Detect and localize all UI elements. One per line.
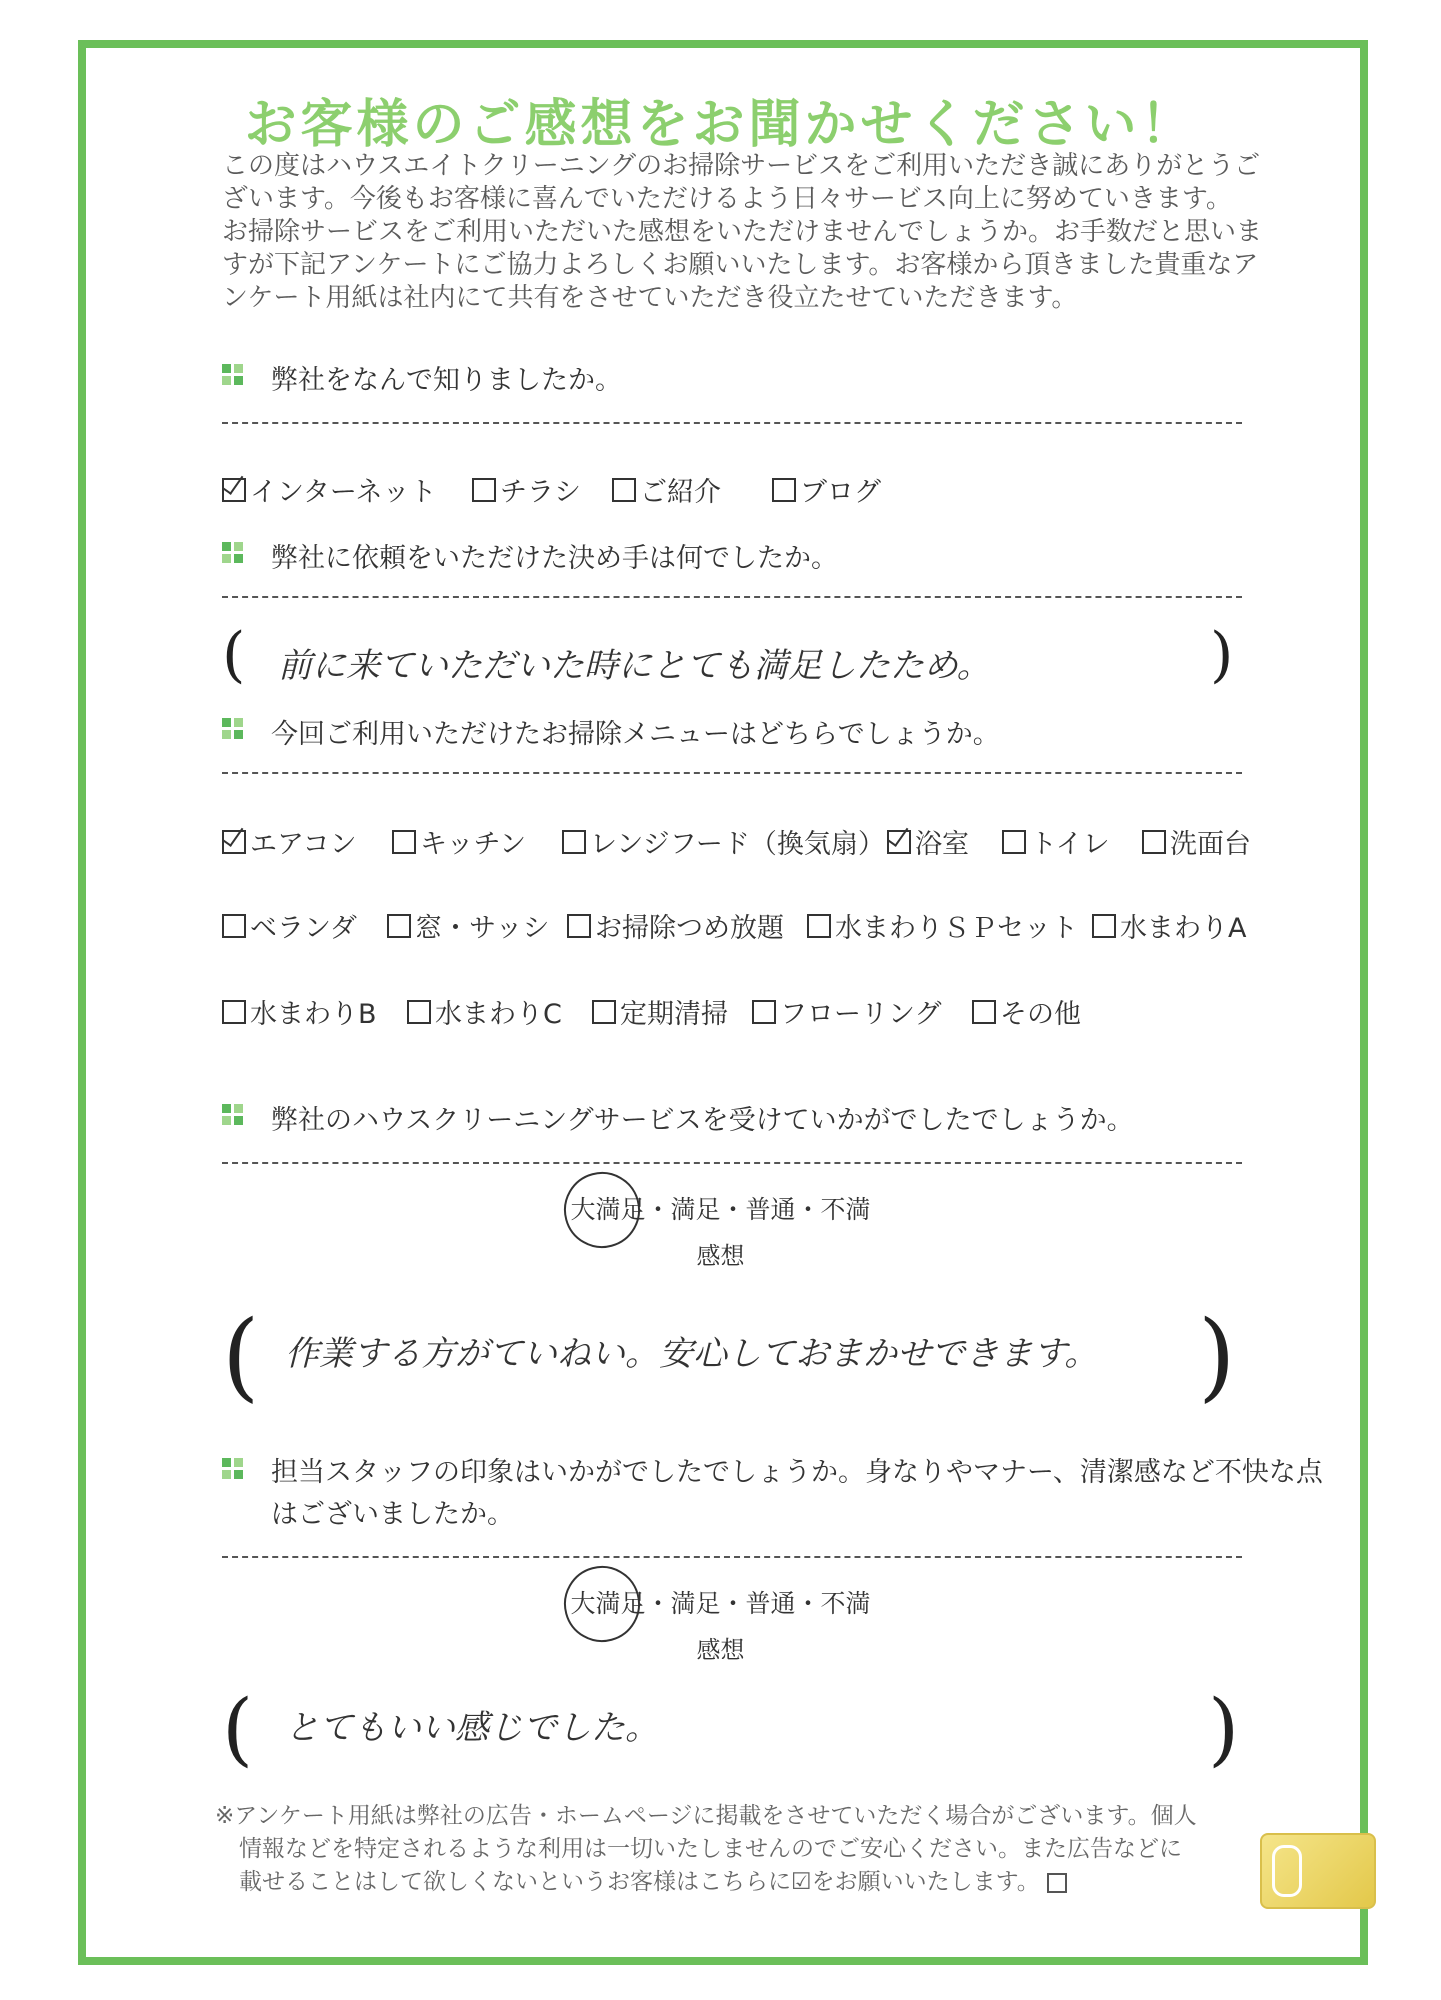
checkbox[interactable] — [612, 478, 636, 502]
option-label: ご紹介 — [640, 477, 721, 508]
q3-option[interactable] — [222, 822, 357, 861]
intro-line: ンケート用紙は社内にて共有をさせていただき役立たせていただきます。 — [222, 283, 1078, 313]
separator: ・ — [795, 1195, 821, 1224]
q3-option[interactable] — [807, 906, 1078, 945]
q1-option[interactable] — [222, 470, 437, 509]
note-line — [215, 1866, 1245, 1899]
right-paren: ) — [1208, 1682, 1240, 1775]
q1-option[interactable] — [472, 470, 581, 509]
question-1-text: 弊社をなんで知りましたか。 — [271, 365, 622, 396]
logo-mark-icon — [1272, 1845, 1302, 1897]
bullet-icon — [222, 1458, 243, 1479]
answer-handwritten[interactable]: 作業する方がていねい。安心しておまかせできます。 — [285, 1334, 1099, 1374]
note-line-text: 載せることはして欲しくないというお客様はこちらに☑をお願いいたします。 — [239, 1869, 1040, 1895]
rating-option-selected[interactable]: 大満足 — [570, 1190, 645, 1226]
option-label: 定期清掃 — [620, 999, 728, 1030]
left-paren: ( — [222, 1300, 260, 1412]
divider — [222, 422, 1242, 424]
checkbox[interactable] — [1002, 830, 1026, 854]
comment-label: 感想 — [696, 1242, 745, 1270]
option-label: 水まわりB — [250, 999, 377, 1030]
rating-option-selected[interactable]: 大満足 — [570, 1584, 645, 1620]
option-label: 窓・サッシ — [415, 913, 550, 944]
checkbox[interactable] — [567, 914, 591, 938]
checkbox[interactable] — [472, 478, 496, 502]
separator: ・ — [645, 1589, 671, 1618]
left-paren: ( — [222, 620, 246, 690]
question-4-text: 弊社のハウスクリーニングサービスを受けていかがでしたでしょうか。 — [271, 1105, 1134, 1136]
intro-line: お掃除サービスをご利用いただいた感想をいただけませんでしょうか。お手数だと思いま — [222, 217, 1263, 247]
intro-line: すが下記アンケートにご協力よろしくお願いいたします。お客様から頂きました貴重なア — [222, 250, 1259, 280]
checkbox-checked[interactable] — [222, 830, 246, 854]
question-2-text: 弊社に依頼をいただけた決め手は何でしたか。 — [271, 543, 838, 574]
q3-option[interactable] — [752, 992, 941, 1031]
checkbox[interactable] — [1142, 830, 1166, 854]
q3-option[interactable] — [592, 992, 728, 1031]
q3-option[interactable] — [972, 992, 1081, 1031]
q3-option[interactable] — [1002, 822, 1110, 861]
note-line: ※アンケート用紙は弊社の広告・ホームページに掲載をさせていただく場合がございます。個人 — [215, 1803, 1197, 1829]
separator: ・ — [645, 1195, 671, 1224]
q1-option[interactable] — [772, 470, 881, 509]
checkbox[interactable] — [562, 830, 586, 854]
answer-handwritten[interactable]: 前に来ていただいた時にとても満足したため。 — [278, 646, 991, 686]
option-label: ベランダ — [250, 913, 357, 944]
separator: ・ — [720, 1589, 746, 1618]
right-paren: ) — [1198, 1300, 1236, 1412]
option-label: 浴室 — [915, 829, 969, 860]
option-label: ブログ — [800, 477, 881, 508]
divider — [222, 1556, 1242, 1558]
option-label: 水まわりC — [435, 999, 562, 1030]
intro-line: ざいます。今後もお客様に喜んでいただけるよう日々サービス向上に努めていきます。 — [222, 184, 1232, 214]
checkbox-checked[interactable] — [887, 830, 911, 854]
q3-option[interactable] — [407, 992, 562, 1031]
separator: ・ — [795, 1589, 821, 1618]
q3-option[interactable] — [222, 906, 357, 945]
bullet-icon — [222, 542, 243, 563]
q3-option[interactable] — [1142, 822, 1251, 861]
divider — [222, 772, 1242, 774]
question-5-line: はございましたか。 — [271, 1499, 514, 1530]
checkbox[interactable] — [1092, 914, 1116, 938]
question-5 — [222, 1452, 1323, 1536]
opt-out-checkbox[interactable] — [1047, 1873, 1067, 1893]
rating-option[interactable]: 不満 — [820, 1589, 871, 1618]
option-label: 水まわりＳＰセット — [835, 913, 1078, 944]
separator: ・ — [720, 1195, 746, 1224]
question-2 — [222, 536, 838, 575]
question-3 — [222, 712, 1000, 751]
bullet-icon — [222, 364, 243, 385]
checkbox[interactable] — [407, 1000, 431, 1024]
checkbox[interactable] — [592, 1000, 616, 1024]
option-label: お掃除つめ放題 — [595, 913, 784, 944]
privacy-note — [215, 1800, 1245, 1899]
checkbox[interactable] — [807, 914, 831, 938]
option-label: エアコン — [250, 829, 357, 860]
right-paren: ) — [1210, 620, 1234, 690]
company-logo — [1260, 1833, 1376, 1909]
rating-option[interactable]: 満足 — [670, 1589, 721, 1618]
checkbox[interactable] — [387, 914, 411, 938]
rating-option[interactable]: 不満 — [820, 1195, 871, 1224]
answer-handwritten[interactable]: とてもいい感じでした。 — [285, 1708, 659, 1748]
left-paren: ( — [222, 1682, 254, 1775]
note-line: 情報などを特定されるような利用は一切いたしませんのでご安心ください。また広告などに — [239, 1836, 1182, 1862]
intro-text — [222, 150, 1262, 315]
option-label: その他 — [1000, 999, 1081, 1030]
intro-line: この度はハウスエイトクリーニングのお掃除サービスをご利用いただき誠にありがとうご — [222, 151, 1261, 181]
question-3-text: 今回ご利用いただけたお掃除メニューはどちらでしょうか。 — [271, 719, 1000, 750]
q3-option[interactable] — [387, 906, 549, 945]
rating-option[interactable]: 普通 — [745, 1195, 796, 1224]
satisfaction-rating — [0, 1190, 1441, 1226]
divider — [222, 1162, 1242, 1164]
option-label: レンジフード（換気扇） — [590, 829, 885, 860]
checkbox[interactable] — [772, 478, 796, 502]
staff-rating — [0, 1584, 1441, 1620]
option-label: 洗面台 — [1170, 829, 1251, 860]
q3-option[interactable] — [887, 822, 969, 861]
checkbox[interactable] — [222, 1000, 246, 1024]
comment-label: 感想 — [696, 1636, 745, 1664]
divider — [222, 596, 1242, 598]
question-1 — [222, 358, 622, 397]
rating-option[interactable]: 普通 — [745, 1589, 796, 1618]
q3-option[interactable] — [567, 906, 784, 945]
question-4 — [222, 1098, 1134, 1137]
option-label: 水まわりA — [1120, 913, 1247, 944]
checkbox[interactable] — [752, 1000, 776, 1024]
q3-option[interactable] — [222, 992, 377, 1031]
option-label: インターネット — [250, 477, 437, 508]
option-label: フローリング — [780, 999, 942, 1030]
rating-option[interactable]: 満足 — [670, 1195, 721, 1224]
option-label: チラシ — [500, 477, 581, 508]
q1-option[interactable] — [612, 470, 721, 509]
q3-option[interactable] — [392, 822, 526, 861]
bullet-icon — [222, 1104, 243, 1125]
checkbox[interactable] — [392, 830, 416, 854]
page-title: お客様のご感想をお聞かせください！ — [244, 95, 1197, 155]
q3-option[interactable] — [562, 822, 885, 861]
checkbox[interactable] — [972, 1000, 996, 1024]
bullet-icon — [222, 718, 243, 739]
q3-option[interactable] — [1092, 906, 1246, 945]
checkbox-checked[interactable] — [222, 478, 246, 502]
option-label: トイレ — [1030, 829, 1110, 860]
question-5-text — [271, 1452, 1323, 1536]
checkbox[interactable] — [222, 914, 246, 938]
question-5-line: 担当スタッフの印象はいかがでしたでしょうか。身なりやマナー、清潔感など不快な点 — [271, 1457, 1323, 1488]
option-label: キッチン — [420, 829, 527, 860]
